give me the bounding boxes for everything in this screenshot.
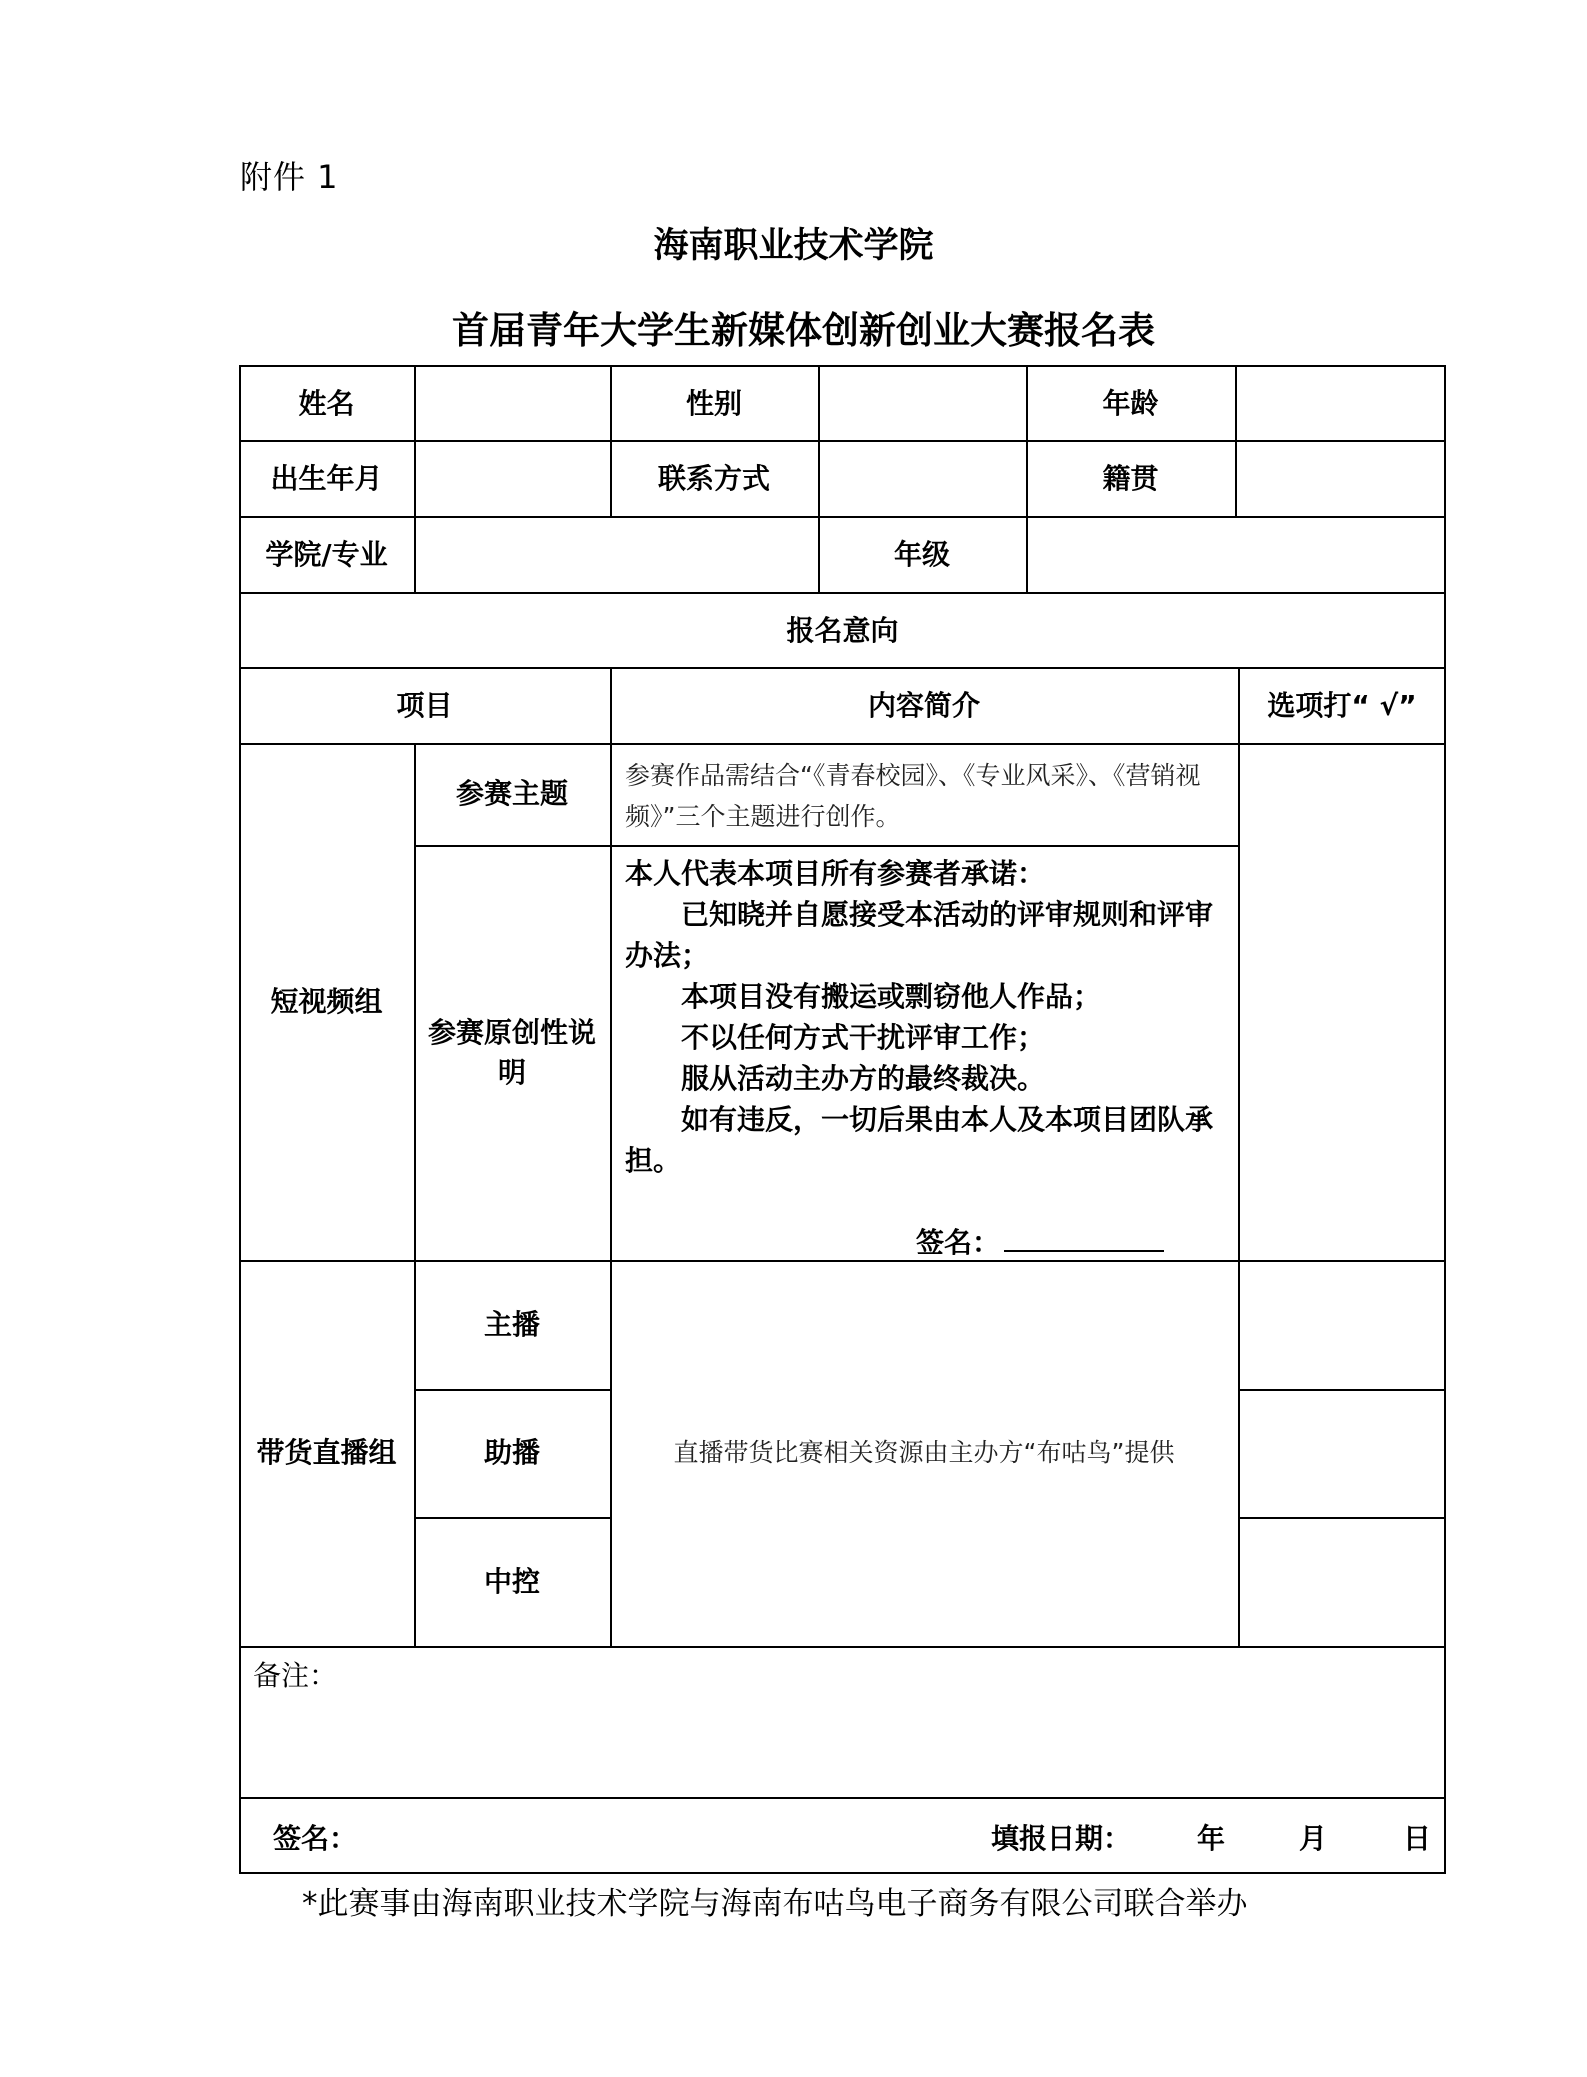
birth-label: 出生年月 bbox=[270, 461, 383, 495]
pledge-line: 不以任何方式干扰评审工作； bbox=[681, 1021, 1046, 1054]
date-day-label: 日 bbox=[1403, 1822, 1432, 1855]
pledge-signature bbox=[916, 1221, 1164, 1261]
short-video-select-box[interactable] bbox=[1240, 745, 1444, 1260]
short-video-group-label: 短视频组 bbox=[270, 984, 383, 1018]
school-title: 海南职业技术学院 bbox=[653, 226, 934, 266]
gender-input[interactable] bbox=[819, 365, 1026, 442]
organizer-footnote: *此赛事由海南职业技术学院与海南布咕鸟电子商务有限公司联合举办 bbox=[302, 1886, 1248, 1922]
remark-label: 备注： bbox=[253, 1659, 338, 1692]
grade-label: 年级 bbox=[893, 537, 950, 571]
pledge-line: 服从活动主办方的最终裁决。 bbox=[681, 1062, 1046, 1095]
pledge-line: 本人代表本项目所有参赛者承诺： bbox=[625, 857, 1046, 890]
row-divider bbox=[239, 1646, 1446, 1648]
controller-select-box[interactable] bbox=[1240, 1519, 1444, 1646]
table-border-bottom bbox=[239, 1872, 1446, 1874]
pledge-signature-label: 签名： bbox=[916, 1226, 1001, 1259]
pledge-line: 如有违反，一切后果由本人及本项目团队承担。 bbox=[625, 1103, 1214, 1177]
registration-form-table bbox=[239, 365, 1446, 1874]
assistant-select-box[interactable] bbox=[1240, 1391, 1444, 1517]
contact-input[interactable] bbox=[819, 440, 1026, 517]
pledge-line: 本项目没有搬运或剽窃他人作品； bbox=[681, 980, 1102, 1013]
form-title: 首届青年大学生新媒体创新创业大赛报名表 bbox=[452, 309, 1155, 352]
name-label: 姓名 bbox=[298, 386, 355, 420]
host-select-box[interactable] bbox=[1240, 1262, 1444, 1389]
live-group-label: 带货直播组 bbox=[256, 1436, 397, 1469]
birth-input[interactable] bbox=[415, 440, 610, 517]
grade-input[interactable] bbox=[1027, 516, 1444, 593]
contact-label: 联系方式 bbox=[657, 461, 770, 495]
content-column-header: 内容简介 bbox=[867, 688, 980, 722]
gender-label: 性别 bbox=[685, 386, 742, 420]
pledge-signature-field[interactable] bbox=[1004, 1222, 1164, 1252]
live-group-description: 直播带货比赛相关资源由主办方“布咕鸟”提供 bbox=[673, 1438, 1175, 1467]
date-year-label: 年 bbox=[1197, 1822, 1226, 1855]
theme-label: 参赛主题 bbox=[455, 777, 568, 810]
college-major-input[interactable] bbox=[415, 516, 818, 593]
age-label: 年龄 bbox=[1102, 386, 1159, 420]
age-input[interactable] bbox=[1236, 365, 1444, 442]
role-controller: 中控 bbox=[483, 1564, 540, 1598]
attachment-label: 附件 1 bbox=[240, 158, 339, 196]
select-column-header: 选项打“ √” bbox=[1267, 688, 1417, 722]
originality-label: 参赛原创性说明 bbox=[427, 1015, 596, 1089]
hometown-label: 籍贯 bbox=[1102, 461, 1159, 495]
pledge-line: 已知晓并自愿接受本活动的评审规则和评审办法； bbox=[625, 898, 1214, 972]
college-major-label: 学院/专业 bbox=[265, 537, 388, 571]
role-host: 主播 bbox=[483, 1307, 540, 1341]
intent-header: 报名意向 bbox=[786, 613, 899, 647]
row-divider bbox=[239, 1797, 1446, 1799]
name-input[interactable] bbox=[415, 365, 610, 442]
originality-pledge bbox=[625, 853, 1225, 1181]
theme-description: 参赛作品需结合“《青春校园》、《专业风采》、《营销视频》”三个主题进行创作。 bbox=[625, 761, 1201, 831]
role-assistant: 助播 bbox=[483, 1436, 540, 1469]
project-column-header: 项目 bbox=[396, 688, 453, 722]
fill-date-label: 填报日期： bbox=[991, 1822, 1132, 1855]
footer-signature-label: 签名： bbox=[273, 1822, 358, 1855]
hometown-input[interactable] bbox=[1236, 440, 1444, 517]
date-month-label: 月 bbox=[1299, 1822, 1328, 1855]
